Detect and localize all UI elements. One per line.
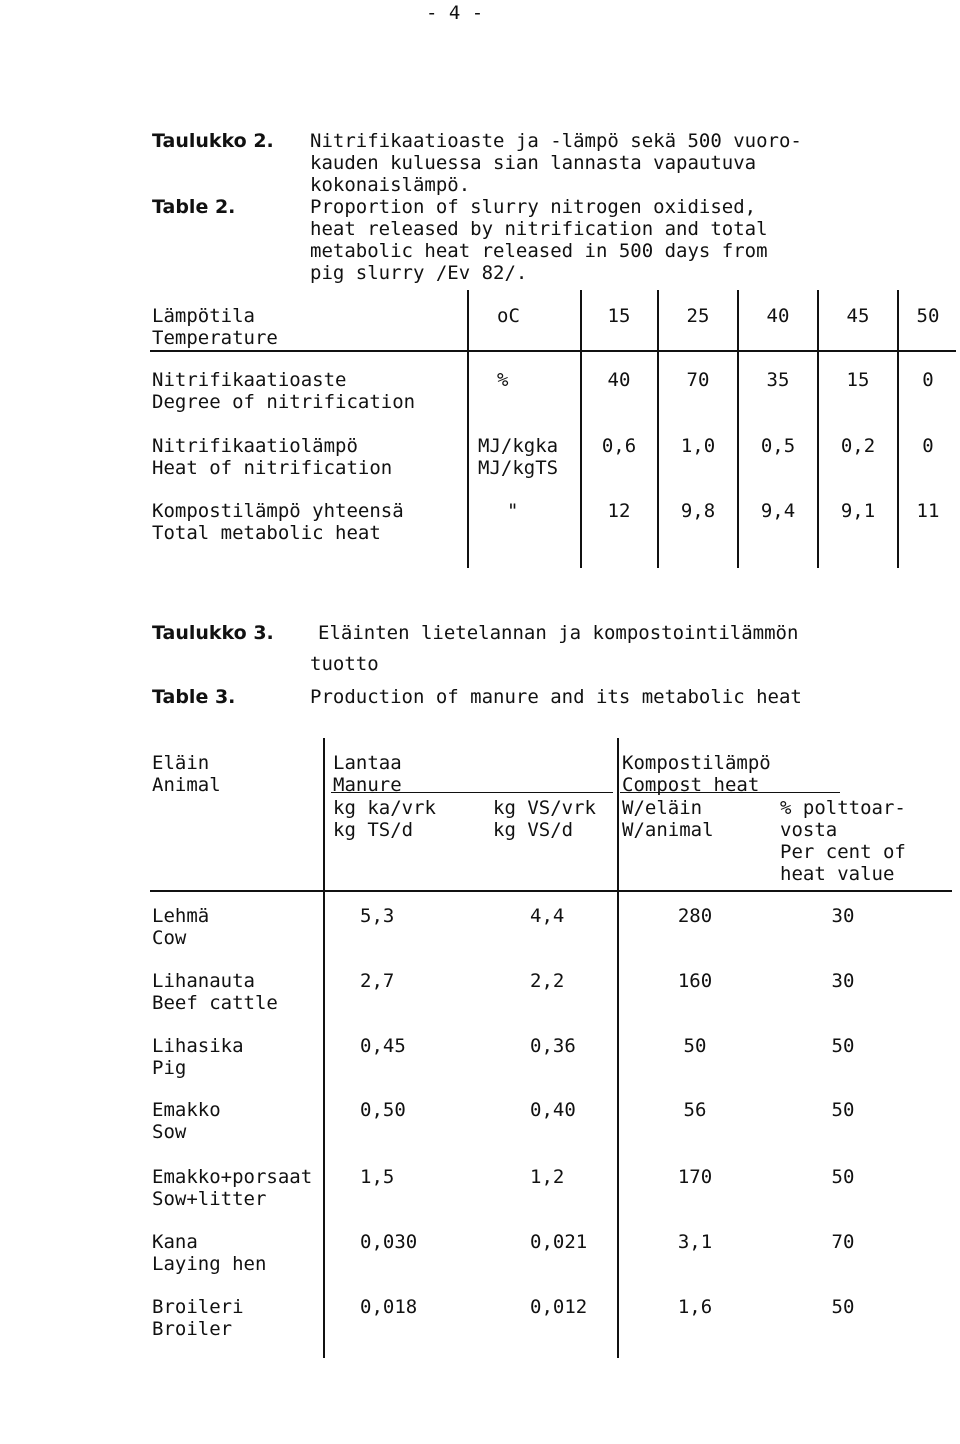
table3-title-fi-2: tuotto [310, 653, 379, 675]
table2-cell: 0,2 [840, 435, 876, 457]
table2-cell: 0,5 [760, 435, 796, 457]
table3-cell: 50 [831, 1035, 855, 1057]
table2-cell: 0 [922, 369, 934, 391]
table3-rule-v1 [323, 738, 325, 1358]
table3-row-animal-fi: Kana [152, 1231, 198, 1253]
table2-row-label-en: Total metabolic heat [152, 522, 381, 544]
table2-title-en-line2: heat released by nitrification and total [310, 218, 768, 240]
table3-header-col3-fi: W/eläin [622, 797, 703, 819]
table3-header-manure-fi: Lantaa [333, 752, 402, 774]
table2-title-en-line4: pig slurry /Ev 82/. [310, 262, 528, 284]
table3-row-animal-en: Pig [152, 1057, 187, 1079]
table2-row-unit-2: MJ/kgTS [478, 457, 559, 479]
table3-row-animal-en: Sow+litter [152, 1188, 267, 1210]
table3-row-animal-fi: Lehmä [152, 905, 210, 927]
table2-row-unit: " [507, 500, 519, 522]
table2-label-en: Table 2. [152, 196, 236, 218]
table3-cell: 280 [677, 905, 713, 927]
table2-rule-v2 [580, 290, 582, 568]
table3-cell: 3,1 [677, 1231, 713, 1253]
table2-title-fi-line2: kauden kuluessa sian lannasta vapautuva [310, 152, 757, 174]
table2-cell: 70 [686, 369, 710, 391]
table2-title-en-line1: Proportion of slurry nitrogen oxidised, [310, 196, 757, 218]
table3-cell: 160 [677, 970, 713, 992]
page-number: - 4 - [426, 2, 484, 24]
table3-cell: 0,018 [360, 1296, 418, 1318]
table2-rule-v5 [817, 290, 819, 568]
table3-header-rule [150, 890, 952, 892]
table3-row-animal-fi: Emakko+porsaat [152, 1166, 313, 1188]
table3-row-animal-en: Cow [152, 927, 187, 949]
table2-row-label-fi: Kompostilämpö yhteensä [152, 500, 404, 522]
table3-header-heat-fi: Kompostilämpö [622, 752, 771, 774]
table3-label-fi: Taulukko 3. [152, 622, 274, 644]
table3-header-col4-line2: vosta [780, 819, 838, 841]
table2-cell: 9,4 [760, 500, 796, 522]
table3-header-col4-line4: heat value [780, 863, 895, 885]
table3-cell: 1,5 [360, 1166, 395, 1188]
table2-rule-v3 [657, 290, 659, 568]
table2-header-col: 15 [607, 305, 631, 327]
table2-header-label-fi: Lämpötila [152, 305, 255, 327]
table2-header-col: 40 [766, 305, 790, 327]
table3-cell: 1,6 [677, 1296, 713, 1318]
table3-header-col4-line1: % polttoar- [780, 797, 906, 819]
table3-header-animal-fi: Eläin [152, 752, 210, 774]
table3-title-fi: Eläinten lietelannan ja kompostointilämmön [318, 622, 799, 644]
table2-row-unit: MJ/kgka [478, 435, 559, 457]
table3-cell: 50 [831, 1099, 855, 1121]
table3-row-animal-fi: Emakko [152, 1099, 221, 1121]
table3-label-en: Table 3. [152, 686, 236, 708]
table2-cell: 9,1 [840, 500, 876, 522]
table3-cell: 30 [831, 905, 855, 927]
table2-row-unit: % [497, 369, 509, 391]
table2-row-label-fi: Nitrifikaatioaste [152, 369, 347, 391]
table3-cell: 30 [831, 970, 855, 992]
table2-cell: 1,0 [680, 435, 716, 457]
table2-header-unit: oC [497, 305, 520, 327]
table3-cell: 5,3 [360, 905, 395, 927]
table3-header-heat-en: Compost heat [622, 774, 760, 796]
table3-header-col2-fi: kg VS/vrk [493, 797, 596, 819]
table3-cell: 56 [683, 1099, 707, 1121]
table3-cell: 0,45 [360, 1035, 406, 1057]
table3-cell: 0,36 [530, 1035, 576, 1057]
table2-cell: 9,8 [680, 500, 716, 522]
table3-cell: 0,012 [530, 1296, 588, 1318]
table2-row-label-en: Heat of nitrification [152, 457, 393, 479]
table2-cell: 12 [607, 500, 631, 522]
table3-cell: 170 [677, 1166, 713, 1188]
table2-header-col: 45 [846, 305, 870, 327]
table3-header-col4-line3: Per cent of [780, 841, 906, 863]
table3-cell: 4,4 [530, 905, 565, 927]
table3-cell: 50 [831, 1166, 855, 1188]
table3-row-animal-en: Beef cattle [152, 992, 278, 1014]
table3-rule-v2 [617, 738, 619, 1358]
table2-label-fi: Taulukko 2. [152, 130, 274, 152]
table2-title-en-line3: metabolic heat released in 500 days from [310, 240, 768, 262]
table2-header-col: 50 [916, 305, 940, 327]
table3-row-animal-en: Laying hen [152, 1253, 267, 1275]
table2-header-label-en: Temperature [152, 327, 278, 349]
table3-cell: 0,40 [530, 1099, 576, 1121]
table2-rule-v6 [897, 290, 899, 568]
table3-cell: 2,2 [530, 970, 565, 992]
table3-cell: 0,030 [360, 1231, 418, 1253]
table2-header-col: 25 [686, 305, 710, 327]
table3-cell: 0,021 [530, 1231, 588, 1253]
table3-row-animal-en: Sow [152, 1121, 187, 1143]
table3-header-col3-en: W/animal [622, 819, 714, 841]
table3-cell: 1,2 [530, 1166, 565, 1188]
table2-cell: 15 [846, 369, 870, 391]
table3-header-col1-fi: kg ka/vrk [333, 797, 436, 819]
table3-row-animal-fi: Lihasika [152, 1035, 244, 1057]
table3-header-manure-en: Manure [333, 774, 402, 796]
table3-row-animal-fi: Lihanauta [152, 970, 255, 992]
table3-cell: 50 [683, 1035, 707, 1057]
table3-cell: 50 [831, 1296, 855, 1318]
table2-rule-v4 [737, 290, 739, 568]
table3-row-animal-fi: Broileri [152, 1296, 244, 1318]
table3-row-animal-en: Broiler [152, 1318, 233, 1340]
table2-header-rule [150, 350, 956, 352]
table2-row-label-fi: Nitrifikaatiolämpö [152, 435, 358, 457]
table3-cell: 70 [831, 1231, 855, 1253]
table2-cell: 0 [922, 435, 934, 457]
table2-cell: 0,6 [601, 435, 637, 457]
table2-title-fi-line3: kokonaislämpö. [310, 174, 471, 196]
table3-header-col2-en: kg VS/d [493, 819, 574, 841]
table3-cell: 2,7 [360, 970, 395, 992]
table2-title-fi-line1: Nitrifikaatioaste ja -lämpö sekä 500 vuoro- [310, 130, 802, 152]
table2-rule-v1 [467, 290, 469, 568]
table3-cell: 0,50 [360, 1099, 406, 1121]
table2-cell: 11 [916, 500, 940, 522]
table2-row-label-en: Degree of nitrification [152, 391, 416, 413]
table3-header-animal-en: Animal [152, 774, 221, 796]
table3-title-en: Production of manure and its metabolic heat [310, 686, 802, 708]
table2-cell: 40 [607, 369, 631, 391]
table3-header-col1-en: kg TS/d [333, 819, 414, 841]
table2-cell: 35 [766, 369, 790, 391]
